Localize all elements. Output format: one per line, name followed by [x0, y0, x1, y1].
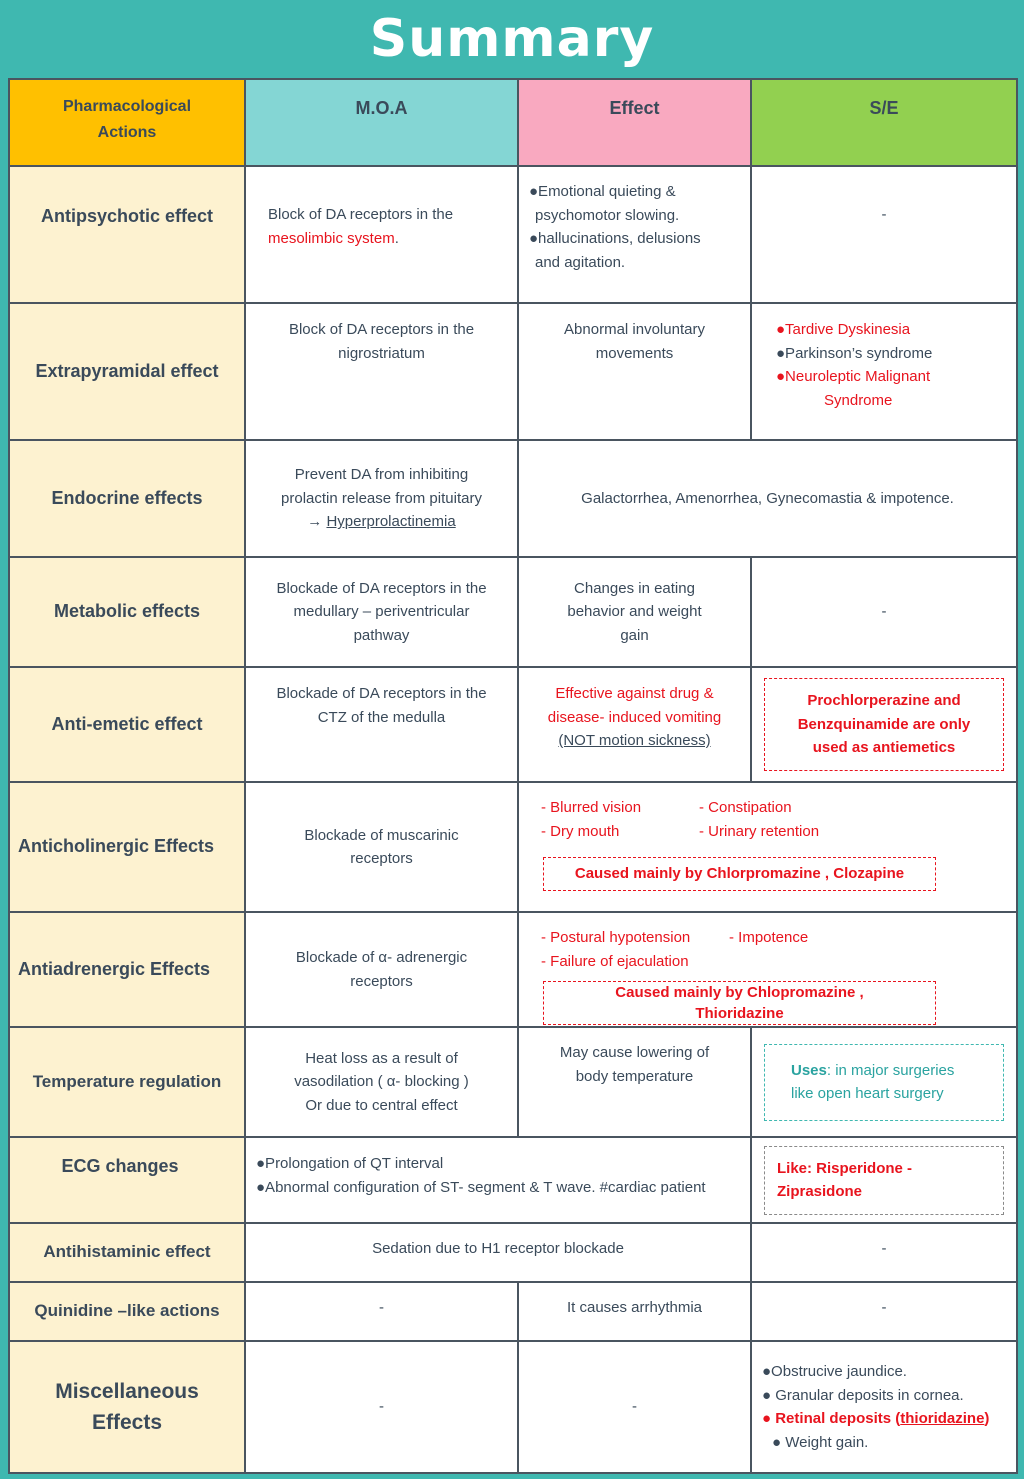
header-pharm-line-1: Pharmacological	[62, 98, 192, 115]
se-parkinsons: ●Parkinson’s syndrome	[776, 344, 933, 362]
table-row	[9, 440, 1017, 557]
header-se: S/E	[751, 79, 1017, 166]
se-tardive-dyskinesia: ●Tardive Dyskinesia	[776, 321, 911, 338]
moa-line: receptors	[350, 972, 413, 990]
moa-line: Blockade of DA receptors in the	[276, 685, 487, 702]
antiadrenergic-note-box	[543, 981, 936, 1025]
antiadrenergic-effects-list	[519, 926, 1016, 973]
header-effect: Effect	[518, 79, 751, 166]
row-label: Endocrine effects	[9, 440, 245, 557]
ecg-example-box	[764, 1146, 1004, 1215]
effect-cell: -	[518, 1341, 751, 1473]
note-line: Prochlorperazine and	[807, 692, 961, 710]
table-row	[9, 1341, 1017, 1473]
row-label: Anti-emetic effect	[9, 667, 245, 782]
moa-period: .	[394, 229, 399, 247]
row-label	[9, 1341, 245, 1473]
moa-line: prolactin release from pituitary	[281, 489, 482, 507]
row-label: Anticholinergic Effects	[9, 782, 245, 912]
table-row	[9, 166, 1017, 303]
se-nms: ●Neuroleptic Malignant	[776, 368, 931, 385]
uses-label: Uses	[791, 1061, 827, 1079]
effect-failure-ejaculation: - Failure of ejaculation	[541, 952, 689, 970]
ecg-qt-prolongation: ●Prolongation of QT interval	[256, 1155, 444, 1172]
effect-line: ●Emotional quieting &	[529, 183, 676, 200]
page-title: Summary	[369, 9, 655, 69]
header-moa: M.O.A	[245, 79, 518, 166]
row-label: Quinidine –like actions	[9, 1282, 245, 1341]
antiemetic-note-box	[764, 678, 1004, 771]
arrow-icon: →	[307, 513, 327, 531]
effect-cell	[518, 303, 751, 440]
table-row	[9, 557, 1017, 667]
summary-table	[8, 78, 1018, 1474]
se-cell	[751, 1341, 1017, 1473]
moa-cell	[245, 557, 518, 667]
se-cell	[751, 303, 1017, 440]
se-weight-gain: ● Weight gain.	[772, 1433, 869, 1451]
header-pharm-line-2: Actions	[97, 124, 157, 141]
note-line: Ziprasidone	[777, 1183, 863, 1200]
effect-line: movements	[595, 344, 674, 362]
row-label: Antiadrenergic Effects	[9, 912, 245, 1027]
effect-cell: It causes arrhythmia	[518, 1282, 751, 1341]
se-cell	[751, 1137, 1017, 1223]
moa-line: pathway	[353, 626, 410, 644]
effect-line: body temperature	[575, 1067, 694, 1085]
note-line: Benzquinamide are only	[797, 715, 971, 733]
moa-text: Block of DA receptors in the	[268, 206, 454, 223]
effect-cell	[518, 557, 751, 667]
moa-cell: -	[245, 1341, 518, 1473]
moa-line: CTZ of the medulla	[317, 708, 446, 726]
table-row	[9, 912, 1017, 1027]
moa-cell	[245, 1027, 518, 1137]
se-cell: -	[751, 1282, 1017, 1341]
header-row	[9, 79, 1017, 166]
anticholinergic-note-box: Caused mainly by Chlorpromazine , Clozapine	[543, 857, 936, 891]
moa-line: Heat loss as a result of	[305, 1049, 458, 1067]
effect-postural-hypotension: - Postural hypotension	[541, 929, 691, 946]
effect-line: Effective against drug &	[555, 685, 714, 702]
se-cell: -	[751, 166, 1017, 303]
moa-cell	[245, 166, 518, 303]
se-nms-cont: Syndrome	[824, 391, 893, 409]
effect-cell	[518, 667, 751, 782]
table-row	[9, 1027, 1017, 1137]
note-line: Like: Risperidone -	[777, 1159, 913, 1177]
effect-cell	[518, 912, 1017, 1027]
note-line: Caused mainly by Chlopromazine ,	[615, 984, 864, 1001]
table-row	[9, 667, 1017, 782]
effect-line: May cause lowering of	[559, 1044, 710, 1061]
effect-line: ●hallucinations, delusions	[529, 230, 701, 247]
moa-highlight: mesolimbic system	[268, 229, 395, 247]
se-cell	[751, 667, 1017, 782]
moa-cell	[245, 912, 518, 1027]
moa-line: Prevent DA from inhibiting	[294, 466, 469, 484]
row-label: Extrapyramidal effect	[9, 303, 245, 440]
row-label: Temperature regulation	[9, 1027, 245, 1137]
moa-cell	[245, 303, 518, 440]
effect-blurred-vision: - Blurred vision	[541, 799, 642, 816]
effect-line: and agitation.	[535, 253, 626, 271]
se-retinal-deposits: ● Retinal deposits (thioridazine)	[762, 1410, 990, 1427]
effect-line: psychomotor slowing.	[535, 206, 680, 224]
table-row	[9, 782, 1017, 912]
table-row	[9, 303, 1017, 440]
effect-impotence: - Impotence	[729, 929, 809, 946]
effect-line: behavior and weight	[567, 603, 702, 621]
effect-cell	[518, 166, 751, 303]
moa-line: Block of DA receptors in the	[288, 321, 475, 338]
effect-line: Changes in eating	[574, 579, 695, 597]
effect-cell	[518, 1027, 751, 1137]
moa-cell: Sedation due to H1 receptor blockade	[245, 1223, 751, 1282]
ecg-st-abnormal: ●Abnormal configuration of ST- segment & T wave. #cardiac patient	[256, 1178, 706, 1196]
moa-line: Blockade of DA receptors in the	[276, 579, 487, 597]
moa-line: vasodilation ( α- blocking )	[294, 1073, 469, 1091]
note-line: used as antiemetics	[812, 739, 956, 757]
row-label: ECG changes	[9, 1137, 245, 1223]
effect-line: Abnormal involuntary	[564, 321, 705, 338]
moa-line: receptors	[350, 850, 413, 867]
table-row	[9, 1137, 1017, 1223]
se-jaundice: ●Obstrucive jaundice.	[762, 1363, 907, 1380]
moa-line: Blockade of α- adrenergic	[295, 949, 468, 966]
moa-line: Or due to central effect	[305, 1096, 458, 1114]
row-label: Antipsychotic effect	[9, 166, 245, 303]
header-pharmacological-actions	[9, 79, 245, 166]
table-row	[9, 1223, 1017, 1282]
effect-dry-mouth: - Dry mouth	[541, 822, 620, 840]
effect-cell	[518, 782, 1017, 912]
row-label-line: Effects	[91, 1411, 163, 1434]
row-label: Antihistaminic effect	[9, 1223, 245, 1282]
table-row	[9, 1282, 1017, 1341]
se-corneal-deposits: ● Granular deposits in cornea.	[762, 1386, 964, 1404]
row-label: Metabolic effects	[9, 557, 245, 667]
moa-cell	[245, 667, 518, 782]
header-bar	[0, 0, 1024, 78]
moa-line: Blockade of muscarinic	[304, 826, 459, 844]
moa-cell	[245, 440, 518, 557]
moa-line: nigrostriatum	[338, 344, 425, 362]
se-cell	[751, 1027, 1017, 1137]
se-cell: -	[751, 1223, 1017, 1282]
anticholinergic-effects-list	[519, 796, 1016, 843]
effect-constipation: - Constipation	[699, 799, 792, 816]
effect-line: gain	[620, 626, 649, 644]
moa-cell: -	[245, 1282, 518, 1341]
row-label-line: Miscellaneous	[55, 1380, 199, 1403]
uses-note-box	[764, 1044, 1004, 1121]
uses-text-cont: like open heart surgery	[791, 1085, 944, 1102]
moa-cell	[245, 1137, 751, 1223]
uses-text: : in major surgeries	[826, 1061, 955, 1079]
effect-line: disease- induced vomiting	[547, 708, 722, 726]
note-line: Thioridazine	[695, 1005, 784, 1022]
motion-sickness-note: (NOT motion sickness)	[558, 732, 711, 749]
se-cell: -	[751, 557, 1017, 667]
effect-cell: Galactorrhea, Amenorrhea, Gynecomastia & impotence.	[518, 440, 1017, 557]
moa-cell	[245, 782, 518, 912]
hyperprolactinemia-term: Hyperprolactinemia	[326, 513, 456, 531]
moa-line: medullary – periventricular	[293, 603, 470, 621]
effect-urinary-retention: - Urinary retention	[699, 822, 820, 840]
